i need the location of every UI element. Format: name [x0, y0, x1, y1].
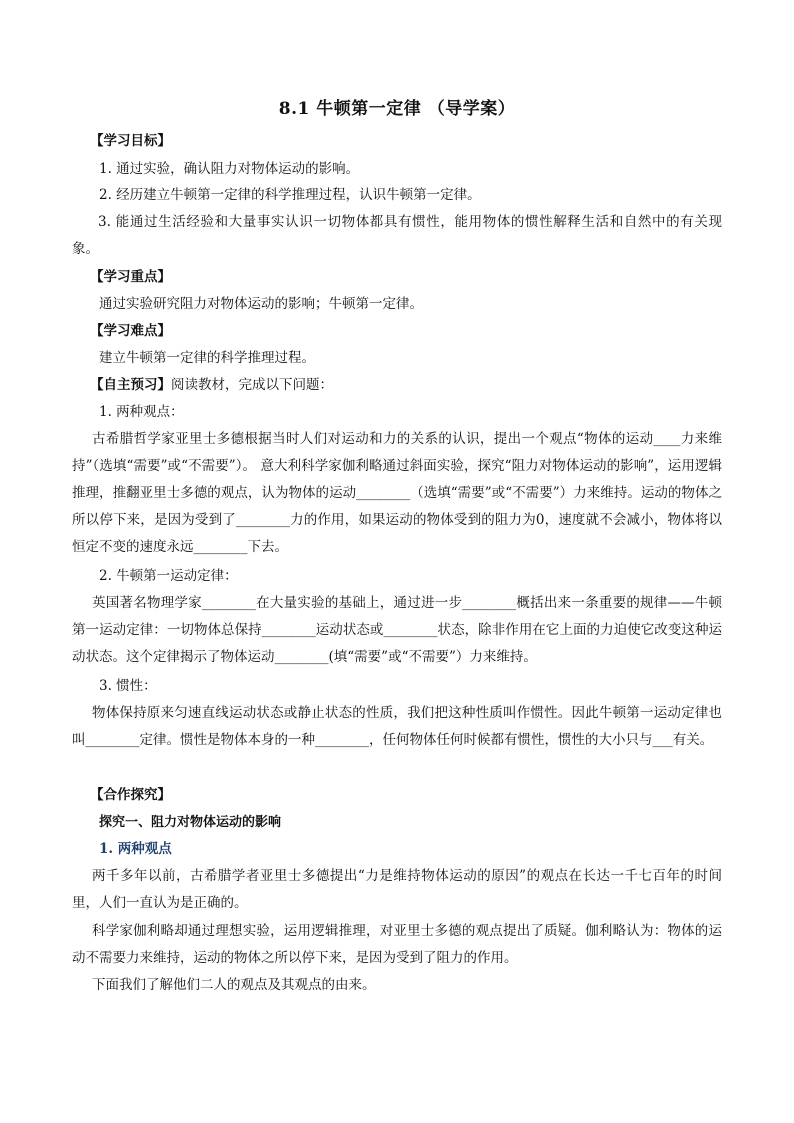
page-title: 8.1 牛顿第一定律 （导学案） [278, 99, 516, 119]
difficulties-text: 建立牛顿第一定律的科学推理过程。 [99, 350, 315, 366]
key-points-text: 通过实验研究阻力对物体运动的影响；牛顿第一定律。 [99, 296, 423, 312]
inquiry-1-heading: 探究一、阻力对物体运动的影响 [99, 815, 282, 830]
heading-key-points: 【学习重点】 [90, 269, 171, 285]
inquiry-1-subheading: 1. 两种观点 [99, 841, 172, 857]
goal-item-2: 2. 经历建立牛顿第一定律的科学推理过程，认识牛顿第一定律。 [99, 187, 481, 203]
heading-preview: 【自主预习】 [90, 377, 171, 393]
inquiry-text-intro: 下面我们了解他们二人的观点及其观点的由来。 [92, 977, 376, 993]
preview-q3-text: 物体保持原来匀速直线运动状态或静止状态的性质，我们把这种性质叫作惯性。因此牛顿第一运动定律也叫________定律。惯性是物体本身的一种________，任何物体任何时候都有惯性，惯性的大小只与___有关。 [72, 705, 722, 748]
preview-q2-text: 英国著名物理学家________在大量实验的基础上，通过进一步________概括出来一条重要的规律——牛顿第一运动定律：一切物体总保持________运动状态或________状态，除非作用在它上面的力迫使它改变这种运动状态。这个定律揭示了物体运动________(填“需要”或“不需要”）力来维持。 [72, 595, 722, 665]
goal-item-3: 3. 能通过生活经验和大量事实认识一切物体都具有惯性，能用物体的惯性解释生活和自然中的有关现象。 [72, 214, 722, 257]
preview-q1-text: 古希腊哲学家亚里士多德根据当时人们对运动和力的关系的认识，提出一个观点“物体的运动____力来维持”（选填“需要”或“不需要”）。 意大利科学家伽利略通过斜面实验，探究“阻力对物体运动的影响”，运用逻辑推理，推翻亚里士多德的观点，认为物体的运动________（选填“需要”或“不需要”）力来维持。运动的物体之所以停下来，是因为受到了________力的作用，如果运动的物体受到的阻力为0，速度就不会减小，物体将以恒定不变的速度永远________下去。 [72, 431, 722, 555]
preview-q3-heading: 3. 惯性： [99, 678, 157, 694]
inquiry-text-galileo: 科学家伽利略却通过理想实验，运用逻辑推理，对亚里士多德的观点提出了质疑。伽利略认为：物体的运动不需要力来维持，运动的物体之所以停下来，是因为受到了阻力的作用。 [72, 923, 722, 966]
goal-item-1: 1. 通过实验，确认阻力对物体运动的影响。 [99, 161, 360, 177]
preview-q2-heading: 2. 牛顿第一运动定律： [99, 568, 238, 584]
inquiry-text-aristotle: 两千多年以前，古希腊学者亚里士多德提出“力是维持物体运动的原因”的观点在长达一千七百年的时间里，人们一直认为是正确的。 [72, 868, 722, 911]
preview-line [90, 372, 740, 399]
heading-cooperative-inquiry: 【合作探究】 [90, 787, 171, 803]
preview-intro: 阅读教材，完成以下问题： [171, 377, 333, 393]
heading-learning-goals: 【学习目标】 [90, 133, 171, 149]
heading-difficulties: 【学习难点】 [90, 323, 171, 339]
preview-q1-heading: 1. 两种观点： [99, 404, 184, 420]
